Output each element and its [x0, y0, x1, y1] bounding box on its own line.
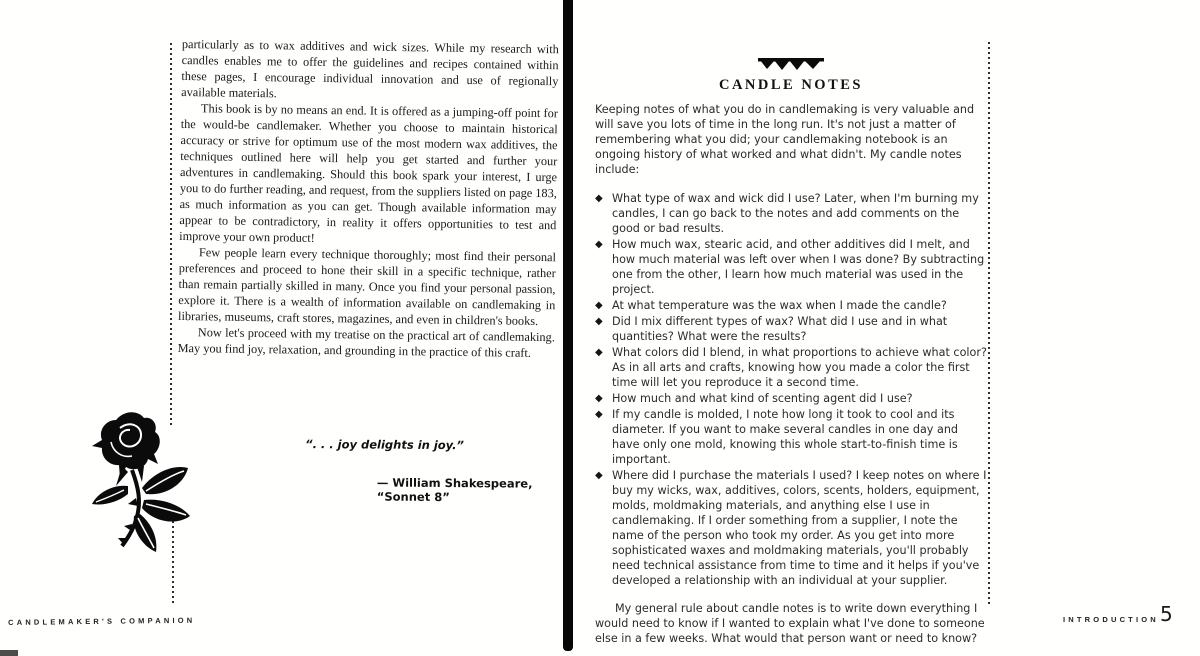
banner-ornament-icon: [758, 58, 824, 71]
page-number: 5: [1160, 602, 1173, 626]
paragraph: This book is by no means an end. It is offered as a jumping-off point for the would-be candlemaker. Whether you choose to maintain historical accuracy or strive for optimum use of the most modern wax additives, the techniques outlined here will help you get started and further your adventures in candlemaking. Should this book spark your interest, I urge you to do further reading, and request, from the suppliers listed on page 183, as much information as you can get. Though available information may appear to be contradictory, in reality it offers opportunities to test and improve your own product!: [179, 101, 559, 245]
list-item-text: What type of wax and wick did I use? Later, when I'm burning my candles, I can go back to the notes and add comments on the good or bad results.: [612, 192, 979, 235]
list-item-text: How much wax, stearic acid, and other additives did I melt, and how much material was left over when I was done? By subtracting one from the other, I learn how much material was used in the project.: [612, 238, 985, 296]
book-spine: [563, 0, 573, 651]
footer-book-title: CANDLEMAKER'S COMPANION: [8, 615, 196, 627]
list-item-text: How much and what kind of scenting agent did I use?: [612, 392, 913, 405]
scan-artifact: [0, 650, 18, 656]
list-item: [595, 345, 987, 390]
diamond-bullet-icon: ◆: [595, 316, 603, 327]
diamond-bullet-icon: ◆: [595, 393, 603, 404]
candle-notes-list: [595, 191, 987, 588]
list-item: [595, 191, 987, 236]
list-item: [595, 468, 987, 588]
closing-paragraph: My general rule about candle notes is to write down everything I would need to know if I wanted to explain what I've done to someone else in a few weeks. What would that person want or need to know?: [595, 602, 985, 645]
quote-block: [305, 437, 575, 505]
list-item-text: Did I mix different types of wax? What did I use and in what quantities? What were the results?: [612, 315, 948, 343]
dotted-rule-left-top: [170, 43, 172, 427]
list-item-text: Where did I purchase the materials I used? I keep notes on where I buy my wicks, wax, additives, colors, scents, holders, equipment, molds, moldmaking materials, and anything else I use in candlemaking. If I order something from a supplier, I note the name of the person who took my order. As you get into more sophisticated waxes and moldmaking materials, you'll probably need technical assistance from time to time and it helps if you've developed a relationship with an individual at your supplier.: [612, 469, 987, 587]
left-page-body-text: [178, 36, 559, 361]
diamond-bullet-icon: ◆: [595, 239, 603, 250]
rose-illustration: [86, 402, 198, 554]
diamond-bullet-icon: ◆: [595, 347, 603, 358]
diamond-bullet-icon: ◆: [595, 409, 603, 420]
diamond-bullet-icon: ◆: [595, 300, 603, 311]
list-item-text: If my candle is molded, I note how long it took to cool and its diameter. If you want to make several candles in one day and have only one mold, knowing this whole start-to-finish time is important.: [612, 408, 959, 466]
quote-attribution: — William Shakespeare, “Sonnet 8”: [376, 475, 533, 505]
list-item-text: At what temperature was the wax when I made the candle?: [612, 299, 947, 312]
paragraph: particularly as to wax additives and wick sizes. While my research with candles enables me to offer the guidelines and recipes contained within these pages, I encourage individual innovation and use of regionally available materials.: [181, 36, 559, 101]
list-item: [595, 314, 987, 344]
list-item: [595, 391, 987, 406]
intro-paragraph: Keeping notes of what you do in candlemaking is very valuable and will save you lots of time in the long run. It's not just a matter of remembering what you did; your candlemaking notebook is an ongoing history of what worked and what didn't. My candle notes include:: [595, 103, 975, 176]
list-item: [595, 298, 987, 313]
list-item: [595, 407, 987, 467]
diamond-bullet-icon: ◆: [595, 193, 603, 204]
paragraph: Now let's proceed with my treatise on the practical art of candlemaking. May you find joy, relaxation, and grounding in the practice of this craft.: [177, 325, 555, 360]
dotted-rule-right: [988, 42, 990, 605]
list-item: [595, 237, 987, 297]
page-title: CANDLE NOTES: [718, 77, 863, 93]
footer-chapter-label: INTRODUCTION: [1063, 615, 1159, 624]
diamond-bullet-icon: ◆: [595, 470, 603, 481]
right-page-column: [595, 58, 987, 656]
list-item-text: What colors did I blend, in what proportions to achieve what color? As in all arts and crafts, knowing how you made a color the first time will let you reproduce it a second time.: [612, 346, 987, 389]
quote-text: “. . . joy delights in joy.”: [305, 437, 464, 453]
paragraph: Few people learn every technique thoroughly; most find their personal preferences and proceed to hone their skill in a specific technique, rather than remain partially skilled in many. Once you find your personal passion, explore it. There is a wealth of information available on candlemaking in libraries, museums, craft stores, magazines, and even in children's books.: [177, 245, 557, 328]
